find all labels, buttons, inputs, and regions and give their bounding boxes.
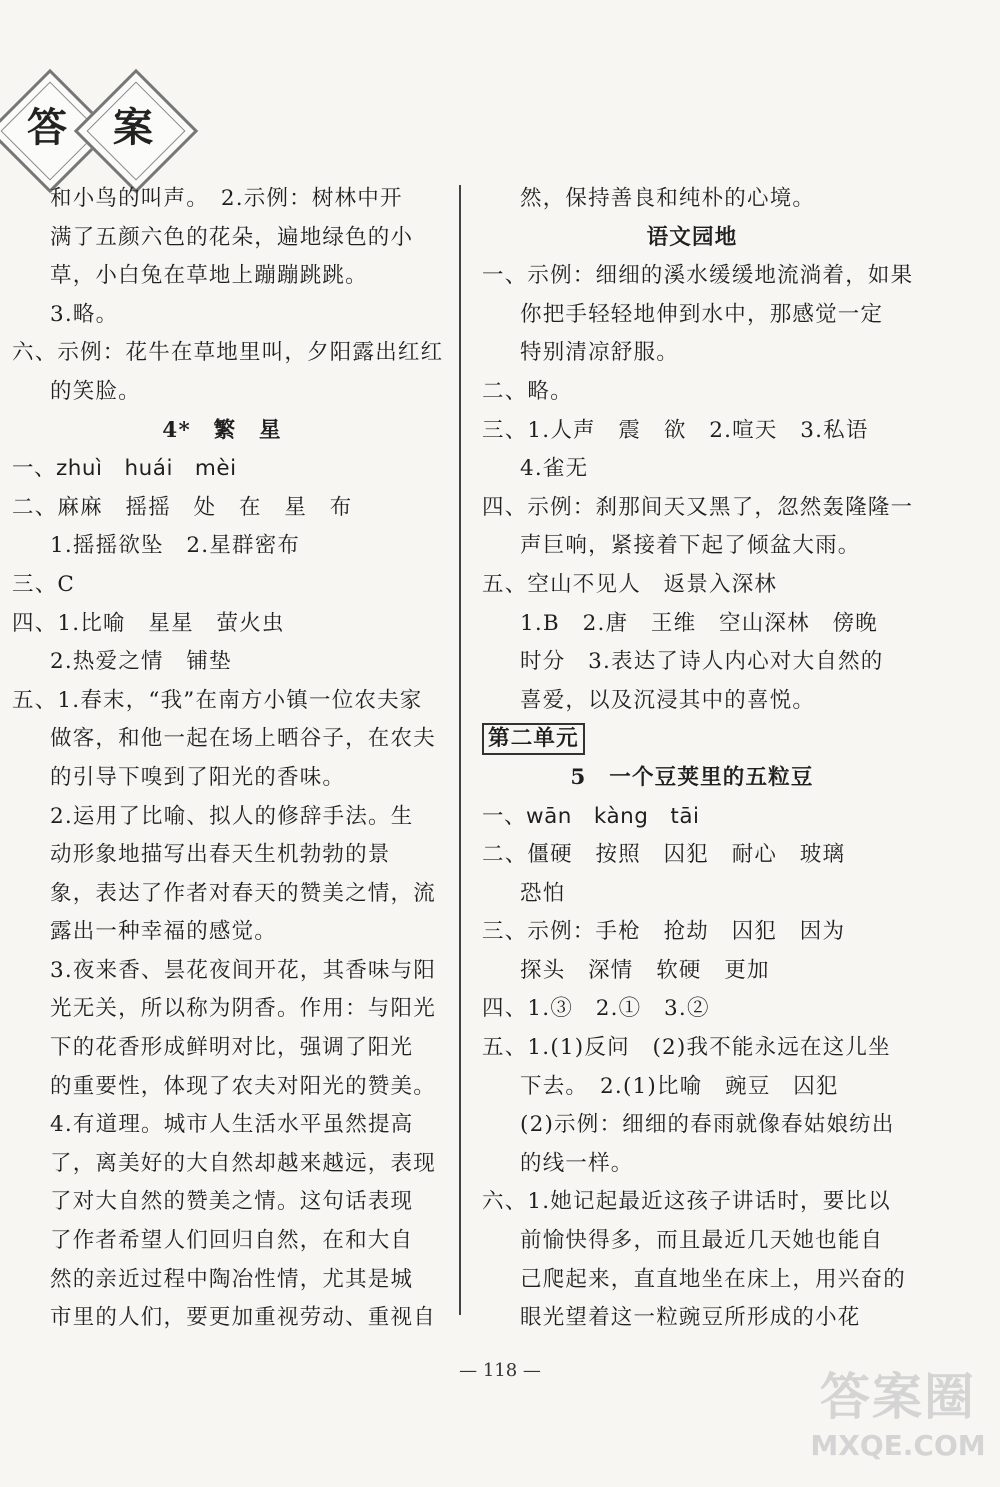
text-line: 三、1.人声 震 欲 2.喧天 3.私语 [482, 417, 869, 443]
unit-heading [482, 720, 902, 759]
text-line: 象，表达了作者对春天的赞美之情，流 [50, 880, 436, 906]
text-line: 然的亲近过程中陶冶性情，尤其是城 [50, 1266, 414, 1292]
answer-badge-right-char: 案 [113, 104, 153, 151]
text-line: 的引导下嗅到了阳光的香味。 [50, 764, 346, 790]
text-line: 二、僵硬 按照 囚犯 耐心 玻璃 [482, 842, 846, 868]
text-line: 满了五颜六色的花朵，遍地绿色的小 [50, 224, 414, 250]
text-line: 四、1.比喻 星星 萤火虫 [12, 610, 285, 636]
text-line: 一、zhuì huái mèi [12, 456, 237, 482]
text-line: 4.有道理。城市人生活水平虽然提高 [50, 1112, 414, 1138]
text-line: 1.摇摇欲坠 2.星群密布 [50, 533, 301, 559]
answer-badge-left-char: 答 [27, 104, 67, 151]
watermark [808, 1357, 988, 1477]
text-line: 你把手轻轻地伸到水中，那感觉一定 [520, 301, 884, 327]
text-line: (2)示例：细细的春雨就像春姑娘纺出 [520, 1112, 895, 1138]
text-line: 一、wān kàng tāi [482, 803, 700, 829]
text-line: 二、麻麻 摇摇 处 在 星 布 [12, 494, 353, 520]
text-line: 三、C [12, 571, 76, 597]
column-divider [459, 185, 461, 1315]
text-line: 1.B 2.唐 王维 空山深林 傍晚 [520, 610, 878, 636]
text-line: 2.热爱之情 铺垫 [50, 649, 232, 675]
right-column [482, 180, 914, 1338]
text-line: 然，保持善良和纯朴的心境。 [520, 186, 816, 211]
text-line: 4.雀无 [520, 456, 589, 482]
text-line: 3.略。 [50, 301, 119, 327]
text-line: 光无关，所以称为阴香。作用：与阳光 [50, 996, 436, 1022]
text-line: 的重要性，体现了农夫对阳光的赞美。 [50, 1073, 436, 1099]
text-line: 四、1.③ 2.① 3.② [482, 996, 710, 1022]
text-line: 2.运用了比喻、拟人的修辞手法。生 [50, 803, 414, 829]
text-line: 眼光望着这一粒豌豆所形成的小花 [520, 1305, 861, 1331]
lesson-title: 4* 繁 星 [162, 417, 282, 443]
watermark-logo: 答案圈 [820, 1367, 976, 1426]
text-line: 草，小白兔在草地上蹦蹦跳跳。 [50, 263, 368, 289]
left-column [12, 180, 444, 1338]
text-line: 三、示例：手枪 抢劫 囚犯 因为 [482, 919, 846, 945]
section-title: 语文园地 [646, 224, 738, 250]
text-line: 四、示例：刹那间天又黑了，忽然轰隆隆一 [482, 494, 914, 520]
text-line: 市里的人们，要更加重视劳动、重视自 [50, 1305, 436, 1331]
text-line: 特别清凉舒服。 [520, 340, 679, 366]
text-line: 恐怕 [520, 880, 566, 906]
text-line: 下的花香形成鲜明对比，强调了阳光 [50, 1035, 414, 1061]
text-line: 五、空山不见人 返景入深林 [482, 571, 778, 597]
answer-header [0, 78, 190, 178]
text-line: 二、略。 [482, 378, 573, 404]
text-line: 了，离美好的大自然却越来越远，表现 [50, 1150, 436, 1176]
text-line: 了对大自然的赞美之情。这句话表现 [50, 1189, 414, 1215]
text-line: 己爬起来，直直地坐在床上，用兴奋的 [520, 1266, 906, 1292]
text-line: 了作者希望人们回归自然，在和大自 [50, 1228, 414, 1254]
text-line: 五、1.春末，“我”在南方小镇一位农夫家 [12, 687, 423, 713]
text-line: 喜爱，以及沉浸其中的喜悦。 [520, 687, 816, 713]
text-line: 五、1.(1)反问 (2)我不能永远在这儿坐 [482, 1035, 891, 1061]
page-number: — 118 — [459, 1360, 541, 1381]
text-line: 的线一样。 [520, 1150, 634, 1176]
text-line: 和小鸟的叫声。 2.示例：树林中开 [50, 186, 403, 211]
text-line: 的笑脸。 [50, 378, 141, 404]
text-line: 六、1.她记起最近这孩子讲话时，要比以 [482, 1189, 891, 1215]
text-line: 声巨响，紧接着下起了倾盆大雨。 [520, 533, 861, 559]
unit-label: 第二单元 [482, 723, 585, 755]
text-line: 3.夜来香、昙花夜间开花，其香味与阳 [50, 957, 437, 983]
text-line: 下去。 2.(1)比喻 豌豆 囚犯 [520, 1073, 839, 1099]
lesson-title: 5 一个豆荚里的五粒豆 [570, 764, 814, 790]
text-line: 探头 深情 软硬 更加 [520, 957, 770, 983]
watermark-url: MXQE.COM [810, 1429, 986, 1462]
text-line: 做客，和他一起在场上晒谷子，在农夫 [50, 726, 436, 752]
text-line: 露出一种幸福的感觉。 [50, 919, 278, 945]
text-line: 动形象地描写出春天生机勃勃的景 [50, 842, 391, 868]
text-line: 前愉快得多，而且最近几天她也能自 [520, 1228, 884, 1254]
text-line: 时分 3.表达了诗人内心对大自然的 [520, 649, 884, 675]
text-line: 六、示例：花牛在草地里叫，夕阳露出红红 [12, 340, 444, 366]
text-line: 一、示例：细细的溪水缓缓地流淌着，如果 [482, 263, 914, 289]
